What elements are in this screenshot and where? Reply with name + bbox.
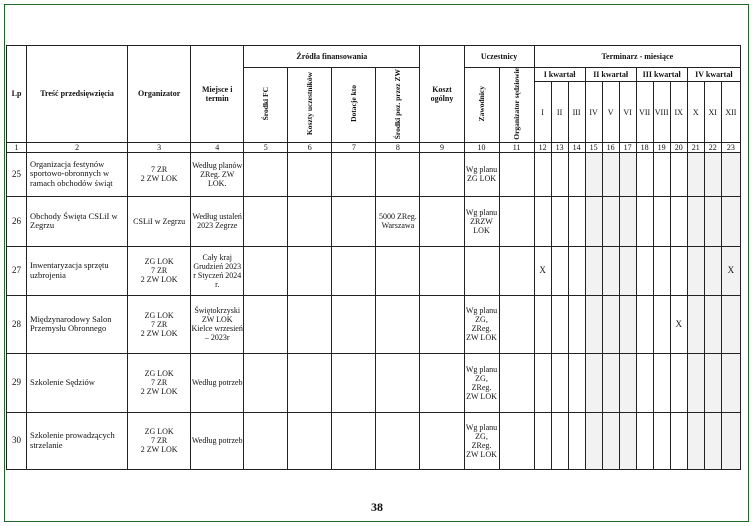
row-month-2: [551, 353, 568, 412]
header-quarter-4: IV kwartał: [687, 68, 740, 82]
column-number: 20: [670, 142, 687, 152]
column-number: 11: [499, 142, 534, 152]
table-row: [7, 196, 741, 246]
row-organizator-sedziowie: [499, 353, 534, 412]
header-koszt-ogolny: Koszt ogólny: [420, 46, 464, 143]
row-srodki-zw: [376, 295, 420, 353]
row-srodki-zw: 5000 ZReg. Warszawa: [376, 196, 420, 246]
schedule-table: [6, 45, 741, 470]
row-organizator-sedziowie: [499, 246, 534, 295]
row-month-10: [687, 196, 704, 246]
header-zrodla: Źródła finansowania: [244, 46, 420, 68]
column-number: 6: [288, 142, 332, 152]
row-koszty: [288, 152, 332, 196]
table-row: [7, 353, 741, 412]
row-month-5: [602, 152, 619, 196]
row-month-1: [534, 353, 551, 412]
header-zawodnicy: Zawodnicy: [464, 68, 499, 143]
column-number: 12: [534, 142, 551, 152]
row-koszty: [288, 295, 332, 353]
row-organizator: 7 ZR 2 ZW LOK: [128, 152, 191, 196]
row-srodki-fc: [244, 353, 288, 412]
row-dotacje: [332, 246, 376, 295]
row-month-3: [568, 412, 585, 469]
column-number: 21: [687, 142, 704, 152]
row-month-10: [687, 353, 704, 412]
table-row: [7, 152, 741, 196]
row-month-11: [704, 246, 721, 295]
row-organizator-sedziowie: [499, 295, 534, 353]
row-month-6: [619, 412, 636, 469]
row-month-4: [585, 152, 602, 196]
row-month-1: X: [534, 246, 551, 295]
header-quarter-1: I kwartał: [534, 68, 585, 82]
row-month-9: [670, 412, 687, 469]
row-month-12: [721, 295, 740, 353]
row-month-10: [687, 152, 704, 196]
row-month-11: [704, 353, 721, 412]
row-organizator: ZG LOK 7 ZR 2 ZW LOK: [128, 412, 191, 469]
row-month-3: [568, 196, 585, 246]
row-lp: 25: [7, 152, 27, 196]
row-month-8: [653, 246, 670, 295]
row-koszty: [288, 196, 332, 246]
header-dotacje: Dotacje kto: [332, 68, 376, 143]
row-month-7: [636, 246, 653, 295]
row-month-9: [670, 152, 687, 196]
row-month-5: [602, 295, 619, 353]
header-miejsce: Miejsce i termin: [191, 46, 244, 143]
row-dotacje: [332, 295, 376, 353]
column-number: 22: [704, 142, 721, 152]
column-number: 7: [332, 142, 376, 152]
row-organizator: ZG LOK 7 ZR 2 ZW LOK: [128, 353, 191, 412]
table-row: [7, 412, 741, 469]
row-zawodnicy: [464, 246, 499, 295]
row-month-7: [636, 152, 653, 196]
column-number: 9: [420, 142, 464, 152]
row-month-8: [653, 295, 670, 353]
row-month-8: [653, 412, 670, 469]
row-month-12: [721, 196, 740, 246]
row-lp: 28: [7, 295, 27, 353]
row-dotacje: [332, 412, 376, 469]
row-miejsce: Cały kraj Grudzień 2023 r Styczeń 2024 r.: [191, 246, 244, 295]
row-koszty: [288, 412, 332, 469]
header-month-12: XII: [721, 82, 740, 142]
row-miejsce: Według potrzeb: [191, 412, 244, 469]
row-month-6: [619, 152, 636, 196]
row-month-7: [636, 295, 653, 353]
row-koszty: [288, 353, 332, 412]
row-lp: 30: [7, 412, 27, 469]
row-organizator-sedziowie: [499, 196, 534, 246]
row-month-11: [704, 152, 721, 196]
row-month-6: [619, 196, 636, 246]
row-month-10: [687, 295, 704, 353]
row-organizator-sedziowie: [499, 152, 534, 196]
column-number: 13: [551, 142, 568, 152]
row-zawodnicy: Wg planu ZG LOK: [464, 152, 499, 196]
row-miejsce: Według planów ZReg. ZW LOK.: [191, 152, 244, 196]
column-number: 19: [653, 142, 670, 152]
row-zawodnicy: Wg planu ZG, ZReg. ZW LOK: [464, 295, 499, 353]
column-number: 18: [636, 142, 653, 152]
row-month-11: [704, 412, 721, 469]
column-number: 15: [585, 142, 602, 152]
row-zawodnicy: Wg planu ZG, ZReg. ZW LOK: [464, 353, 499, 412]
row-tresc: Międzynarodowy Salon Przemysłu Obronnego: [27, 295, 128, 353]
row-dotacje: [332, 353, 376, 412]
row-organizator-sedziowie: [499, 412, 534, 469]
header-month-4: IV: [585, 82, 602, 142]
column-number: 5: [244, 142, 288, 152]
row-month-4: [585, 246, 602, 295]
row-koszt-ogolny: [420, 295, 464, 353]
header-organizator-sedziowie: Organizator sędziowie: [499, 68, 534, 143]
row-srodki-fc: [244, 152, 288, 196]
header-month-1: I: [534, 82, 551, 142]
row-month-9: X: [670, 295, 687, 353]
row-month-12: X: [721, 246, 740, 295]
row-month-8: [653, 152, 670, 196]
header-month-6: VI: [619, 82, 636, 142]
header-month-3: III: [568, 82, 585, 142]
row-srodki-zw: [376, 246, 420, 295]
row-tresc: Szkolenie prowadzących strzelanie: [27, 412, 128, 469]
header-lp: Lp: [7, 46, 27, 143]
row-month-8: [653, 353, 670, 412]
row-srodki-zw: [376, 353, 420, 412]
row-month-5: [602, 246, 619, 295]
row-month-7: [636, 196, 653, 246]
column-number: 17: [619, 142, 636, 152]
header-month-10: X: [687, 82, 704, 142]
row-dotacje: [332, 196, 376, 246]
row-tresc: Szkolenie Sędziów: [27, 353, 128, 412]
row-srodki-fc: [244, 412, 288, 469]
row-month-3: [568, 353, 585, 412]
column-number: 10: [464, 142, 499, 152]
row-month-2: [551, 295, 568, 353]
column-number: 14: [568, 142, 585, 152]
row-miejsce: Świętokrzyski ZW LOK Kielce wrzesień – 2023r: [191, 295, 244, 353]
header-month-5: V: [602, 82, 619, 142]
header-organizator: Organizator: [128, 46, 191, 143]
row-month-9: [670, 196, 687, 246]
header-month-11: XI: [704, 82, 721, 142]
header-quarter-2: II kwartał: [585, 68, 636, 82]
row-month-6: [619, 295, 636, 353]
row-month-1: [534, 295, 551, 353]
row-tresc: Organizacja festynów sportowo-obronnych w ramach obchodów świąt: [27, 152, 128, 196]
column-number: 4: [191, 142, 244, 152]
header-srodki-fc: Środki FC: [244, 68, 288, 143]
row-srodki-fc: [244, 196, 288, 246]
row-month-10: [687, 246, 704, 295]
header-tresc: Treść przedsięwzięcia: [27, 46, 128, 143]
header-koszty: Koszty uczestników: [288, 68, 332, 143]
row-month-3: [568, 152, 585, 196]
header-month-9: IX: [670, 82, 687, 142]
row-month-4: [585, 295, 602, 353]
row-srodki-fc: [244, 246, 288, 295]
row-organizator: ZG LOK 7 ZR 2 ZW LOK: [128, 246, 191, 295]
row-month-4: [585, 412, 602, 469]
row-month-4: [585, 353, 602, 412]
row-month-7: [636, 353, 653, 412]
column-number: 1: [7, 142, 27, 152]
row-srodki-fc: [244, 295, 288, 353]
row-dotacje: [332, 152, 376, 196]
row-month-9: [670, 246, 687, 295]
row-koszty: [288, 246, 332, 295]
row-koszt-ogolny: [420, 152, 464, 196]
row-miejsce: Według ustaleń 2023 Zegrze: [191, 196, 244, 246]
row-month-1: [534, 196, 551, 246]
row-organizator: ZG LOK 7 ZR 2 ZW LOK: [128, 295, 191, 353]
row-lp: 26: [7, 196, 27, 246]
row-month-12: [721, 353, 740, 412]
row-koszt-ogolny: [420, 196, 464, 246]
row-month-2: [551, 196, 568, 246]
row-organizator: CSLiI w Zegrzu: [128, 196, 191, 246]
row-miejsce: Według potrzeb: [191, 353, 244, 412]
row-month-11: [704, 196, 721, 246]
row-month-5: [602, 196, 619, 246]
header-month-8: VIII: [653, 82, 670, 142]
row-koszt-ogolny: [420, 246, 464, 295]
row-tresc: Obchody Święta CSLiI w Zegrzu: [27, 196, 128, 246]
table-row: [7, 246, 741, 295]
row-month-8: [653, 196, 670, 246]
row-srodki-zw: [376, 152, 420, 196]
row-month-1: [534, 412, 551, 469]
row-lp: 29: [7, 353, 27, 412]
page-number: 38: [371, 500, 383, 514]
row-month-9: [670, 353, 687, 412]
header-month-2: II: [551, 82, 568, 142]
row-tresc: Inwentaryzacja sprzętu uzbrojenia: [27, 246, 128, 295]
row-month-7: [636, 412, 653, 469]
row-month-6: [619, 246, 636, 295]
row-lp: 27: [7, 246, 27, 295]
row-month-4: [585, 196, 602, 246]
header-srodki-zw: Środki poz. przez ZW: [376, 68, 420, 143]
row-month-3: [568, 246, 585, 295]
row-month-11: [704, 295, 721, 353]
row-month-2: [551, 152, 568, 196]
row-month-5: [602, 412, 619, 469]
row-month-12: [721, 152, 740, 196]
row-zawodnicy: Wg planu ZRZW LOK: [464, 196, 499, 246]
row-month-10: [687, 412, 704, 469]
column-number: 2: [27, 142, 128, 152]
row-month-6: [619, 353, 636, 412]
header-uczestnicy: Uczestnicy: [464, 46, 534, 68]
column-number: 16: [602, 142, 619, 152]
row-month-2: [551, 246, 568, 295]
column-number: 23: [721, 142, 740, 152]
row-month-2: [551, 412, 568, 469]
row-koszt-ogolny: [420, 412, 464, 469]
header-terminarz: Terminarz - miesiące: [534, 46, 740, 68]
header-month-7: VII: [636, 82, 653, 142]
row-month-3: [568, 295, 585, 353]
row-zawodnicy: Wg planu ZG, ZReg. ZW LOK: [464, 412, 499, 469]
column-number: 3: [128, 142, 191, 152]
column-number: 8: [376, 142, 420, 152]
row-month-5: [602, 353, 619, 412]
header-quarter-3: III kwartał: [636, 68, 687, 82]
row-koszt-ogolny: [420, 353, 464, 412]
row-srodki-zw: [376, 412, 420, 469]
row-month-1: [534, 152, 551, 196]
row-month-12: [721, 412, 740, 469]
table-row: [7, 295, 741, 353]
